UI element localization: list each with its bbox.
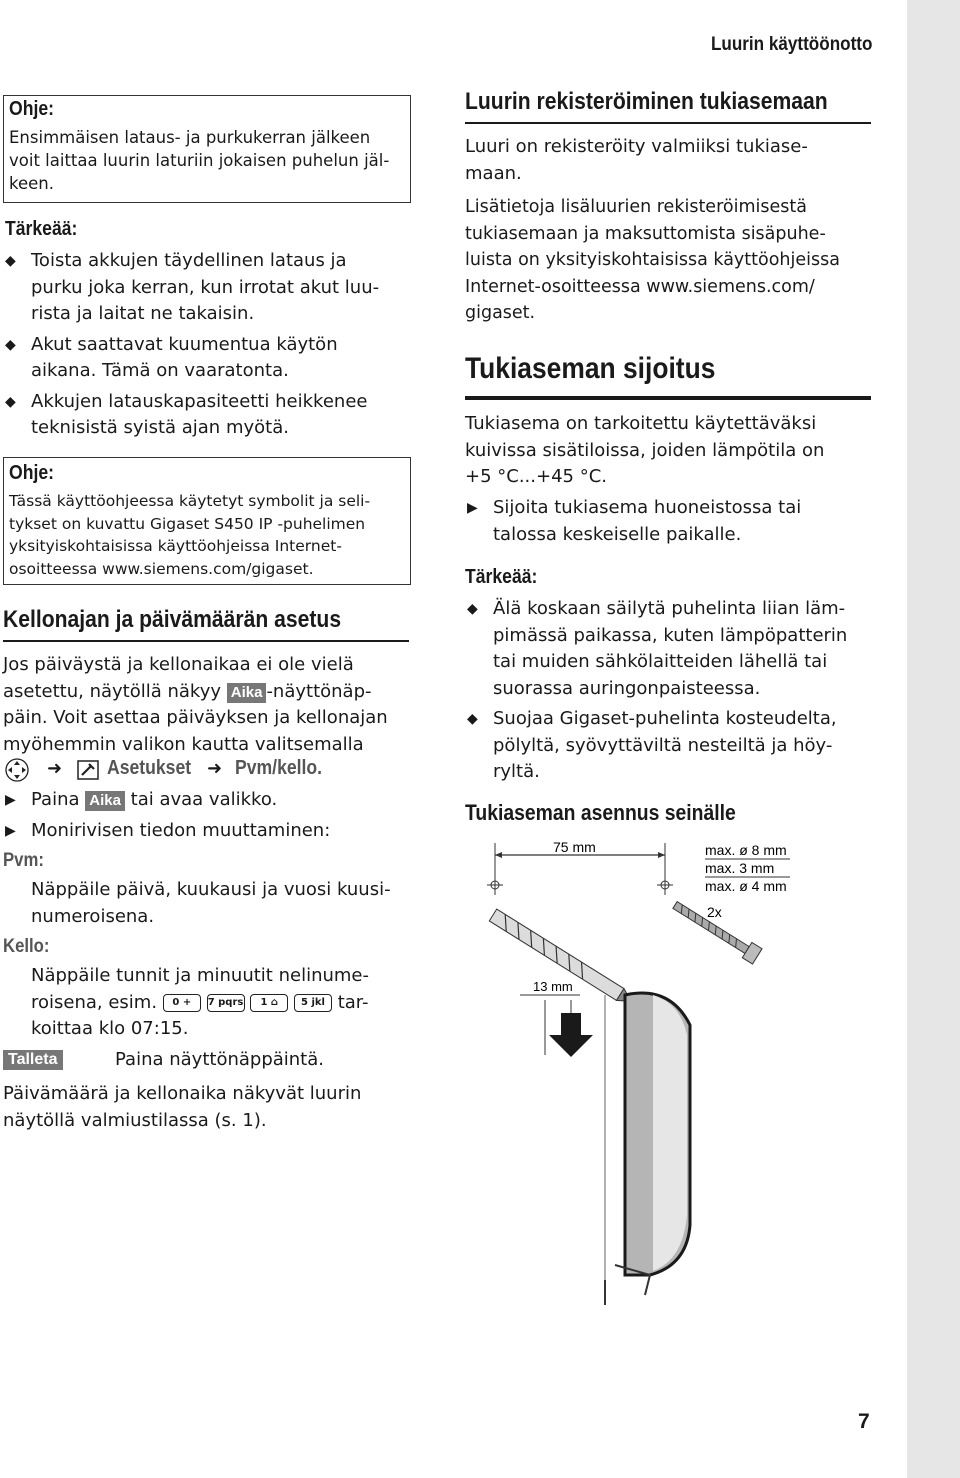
key-7: 7 pqrs bbox=[207, 994, 245, 1012]
paragraph-line: maan. bbox=[465, 162, 522, 184]
list-item-line: rista ja laitat ne takaisin. bbox=[31, 303, 255, 324]
list-item-line: Älä koskaan säilytä puhelinta liian läm- bbox=[493, 598, 846, 619]
paragraph-line: Luuri on rekisteröity valmiiksi tukiase- bbox=[465, 136, 808, 157]
diamond-bullet-icon: ◆ bbox=[5, 253, 16, 269]
list-item bbox=[3, 389, 413, 442]
register-p1 bbox=[465, 134, 875, 187]
list-item-line: suorassa auringonpaisteessa. bbox=[493, 677, 761, 699]
section-rule bbox=[465, 88, 871, 124]
wall-mount-illustration bbox=[465, 835, 795, 1305]
softkey-aika: Aika bbox=[227, 683, 267, 703]
list-item-line: purku joka kerran, kun irrotat akut luu- bbox=[31, 276, 380, 298]
clock-steps bbox=[3, 787, 413, 844]
note-title: Ohje: bbox=[9, 462, 54, 484]
register-p2 bbox=[465, 194, 875, 327]
note-line: osoitteessa www.siemens.com/gigaset. bbox=[9, 559, 314, 578]
triangle-step-icon: ▶ bbox=[5, 822, 16, 839]
important-list bbox=[465, 596, 875, 786]
note-line: tykset on kuvattu Gigaset S450 IP -puhelimen bbox=[9, 514, 366, 533]
text-run: roisena, esim. bbox=[31, 991, 163, 1013]
section-heading: Luurin rekisteröiminen tukiasemaan bbox=[465, 88, 828, 115]
text-run: Paina bbox=[31, 789, 86, 810]
note-body bbox=[9, 126, 409, 195]
kello-text bbox=[31, 963, 421, 1043]
paragraph-line: kuivissa sisätiloissa, joiden lämpötila on bbox=[465, 439, 825, 461]
diamond-bullet-icon: ◆ bbox=[467, 711, 478, 727]
list-item bbox=[465, 706, 875, 786]
paragraph-line bbox=[3, 679, 413, 706]
note-title: Ohje: bbox=[9, 98, 54, 120]
text-run: -näyttönäp- bbox=[266, 680, 372, 702]
section-rule bbox=[3, 606, 409, 642]
important-list bbox=[3, 248, 413, 442]
paragraph-line: luista on yksityiskohtaisissa käyttöohjeissa bbox=[465, 250, 840, 270]
placement-p1 bbox=[465, 411, 875, 491]
triangle-step-icon: ▶ bbox=[5, 792, 16, 808]
list-item bbox=[3, 332, 413, 385]
softkey-talleta: Talleta bbox=[3, 1050, 63, 1070]
important-title: Tärkeää: bbox=[465, 566, 538, 588]
note-box-1 bbox=[3, 95, 411, 203]
paragraph-line: Tukiasema on tarkoitettu käytettäväksi bbox=[465, 413, 817, 434]
spec-quantity: 2x bbox=[707, 904, 722, 920]
running-header: Luurin käyttöönotto bbox=[710, 34, 872, 55]
list-item-line: Akkujen latauskapasiteetti heikkenee bbox=[31, 390, 368, 412]
arrow-right-icon: ➜ bbox=[207, 758, 223, 779]
diamond-bullet-icon: ◆ bbox=[467, 601, 478, 617]
paragraph-line: Päivämäärä ja kellonaika näkyvät luurin bbox=[3, 1083, 362, 1104]
step-line: Monirivisen tiedon muuttaminen: bbox=[31, 819, 331, 841]
text-run: tar- bbox=[332, 991, 369, 1013]
note-box-2 bbox=[3, 457, 411, 585]
paragraph-line: tukiasemaan ja maksuttomista sisäpuhe- bbox=[465, 223, 826, 244]
paragraph-line: näytöllä valmiustilassa (s. 1). bbox=[3, 1109, 267, 1131]
menu-item-settings: Asetukset bbox=[107, 757, 192, 779]
arrow-down-icon bbox=[549, 1013, 593, 1057]
final-text bbox=[3, 1081, 413, 1134]
list-item-line: Akut saattavat kuumentua käytön bbox=[31, 333, 338, 355]
paragraph-line: Internet-osoitteessa www.siemens.com/ bbox=[465, 276, 815, 297]
page-number: 7 bbox=[858, 1410, 870, 1433]
step-line: talossa keskeiselle paikalle. bbox=[493, 523, 742, 545]
list-item bbox=[3, 248, 413, 328]
spec-depth: max. 3 mm bbox=[705, 860, 775, 876]
list-item-line: ryltä. bbox=[493, 761, 540, 782]
field-label-kello: Kello: bbox=[3, 936, 50, 957]
diamond-bullet-icon: ◆ bbox=[5, 393, 16, 410]
step-line bbox=[31, 787, 413, 814]
softkey-aika: Aika bbox=[85, 791, 125, 811]
note-line: Tässä käyttöohjeessa käytetyt symbolit ja seli- bbox=[9, 492, 371, 510]
wall-mount-heading: Tukiaseman asennus seinälle bbox=[465, 800, 736, 825]
step-item bbox=[3, 787, 413, 814]
arrow-right-icon: ➜ bbox=[47, 758, 63, 779]
note-line: keen. bbox=[9, 174, 54, 193]
spec-screw: max. ø 4 mm bbox=[705, 878, 787, 894]
paragraph-line: myöhemmin valikon kautta valitsemalla bbox=[3, 733, 364, 755]
field-label-pvm: Pvm: bbox=[3, 850, 44, 871]
note-body bbox=[9, 490, 409, 580]
dimension-75mm: 75 mm bbox=[553, 839, 596, 855]
section-heading: Kellonajan ja päivämäärän asetus bbox=[3, 606, 342, 633]
text-run: tai avaa valikko. bbox=[124, 789, 278, 810]
pvm-text bbox=[31, 877, 421, 930]
paragraph-line: numeroisena. bbox=[31, 905, 155, 927]
paragraph-line: Lisätietoja lisäluurien rekisteröimisestä bbox=[465, 197, 807, 217]
important-title: Tärkeää: bbox=[5, 218, 78, 240]
paragraph-line: koittaa klo 07:15. bbox=[31, 1018, 189, 1039]
menu-path bbox=[3, 756, 413, 784]
paragraph-line: päin. Voit asettaa päiväyksen ja kellonajan bbox=[3, 707, 388, 728]
save-text: Paina näyttönäppäintä. bbox=[115, 1049, 324, 1070]
section-rule bbox=[465, 352, 871, 400]
paragraph-line: Jos päiväystä ja kellonaikaa ei ole vielä bbox=[3, 654, 354, 675]
nav-key-icon bbox=[3, 756, 31, 784]
paragraph-line bbox=[31, 990, 421, 1017]
list-item-line: pimässä paikassa, kuten lämpöpatterin bbox=[493, 624, 848, 646]
note-line: voit laittaa luurin laturiin jokaisen puhelun jäl- bbox=[9, 151, 390, 170]
list-item-line: teknisistä syistä ajan myötä. bbox=[31, 417, 289, 438]
key-5: 5 jkl bbox=[294, 994, 332, 1012]
step-line: Sijoita tukiasema huoneistossa tai bbox=[493, 497, 802, 518]
paragraph-line: Näppäile päivä, kuukausi ja vuosi kuusi- bbox=[31, 879, 391, 900]
key-0: 0 + bbox=[163, 994, 201, 1012]
dimension-13mm: 13 mm bbox=[533, 979, 573, 994]
list-item-line: tai muiden sähkölaitteiden lähellä tai bbox=[493, 651, 828, 672]
clock-intro bbox=[3, 652, 413, 758]
note-line: Ensimmäisen lataus- ja purkukerran jälkeen bbox=[9, 128, 371, 147]
list-item-line: Toista akkujen täydellinen lataus ja bbox=[31, 250, 347, 271]
section-heading: Tukiaseman sijoitus bbox=[465, 352, 716, 385]
step-item bbox=[465, 495, 875, 548]
save-row bbox=[3, 1049, 413, 1075]
paragraph-line: Näppäile tunnit ja minuutit nelinume- bbox=[31, 965, 369, 986]
text-run: asetettu, näytöllä näkyy bbox=[3, 680, 227, 702]
list-item bbox=[465, 596, 875, 702]
paragraph-line: +5 °C...+45 °C. bbox=[465, 466, 607, 487]
key-1: 1 ⌂ bbox=[250, 994, 288, 1012]
list-item-line: aikana. Tämä on vaaratonta. bbox=[31, 360, 289, 381]
page-side-strip bbox=[907, 0, 960, 1478]
note-line: yksityiskohtaisissa käyttöohjeissa Internet- bbox=[9, 537, 342, 555]
step-item bbox=[3, 818, 413, 845]
spec-drill: max. ø 8 mm bbox=[705, 842, 787, 858]
menu-item-date-time: Pvm/kello. bbox=[235, 757, 323, 779]
triangle-step-icon: ▶ bbox=[467, 500, 478, 516]
settings-icon bbox=[77, 760, 99, 780]
diamond-bullet-icon: ◆ bbox=[5, 336, 16, 353]
paragraph-line: gigaset. bbox=[465, 303, 536, 323]
list-item-line: Suojaa Gigaset-puhelinta kosteudelta, bbox=[493, 708, 837, 729]
list-item-line: pölyltä, syövyttäviltä nesteiltä ja höy- bbox=[493, 734, 833, 756]
